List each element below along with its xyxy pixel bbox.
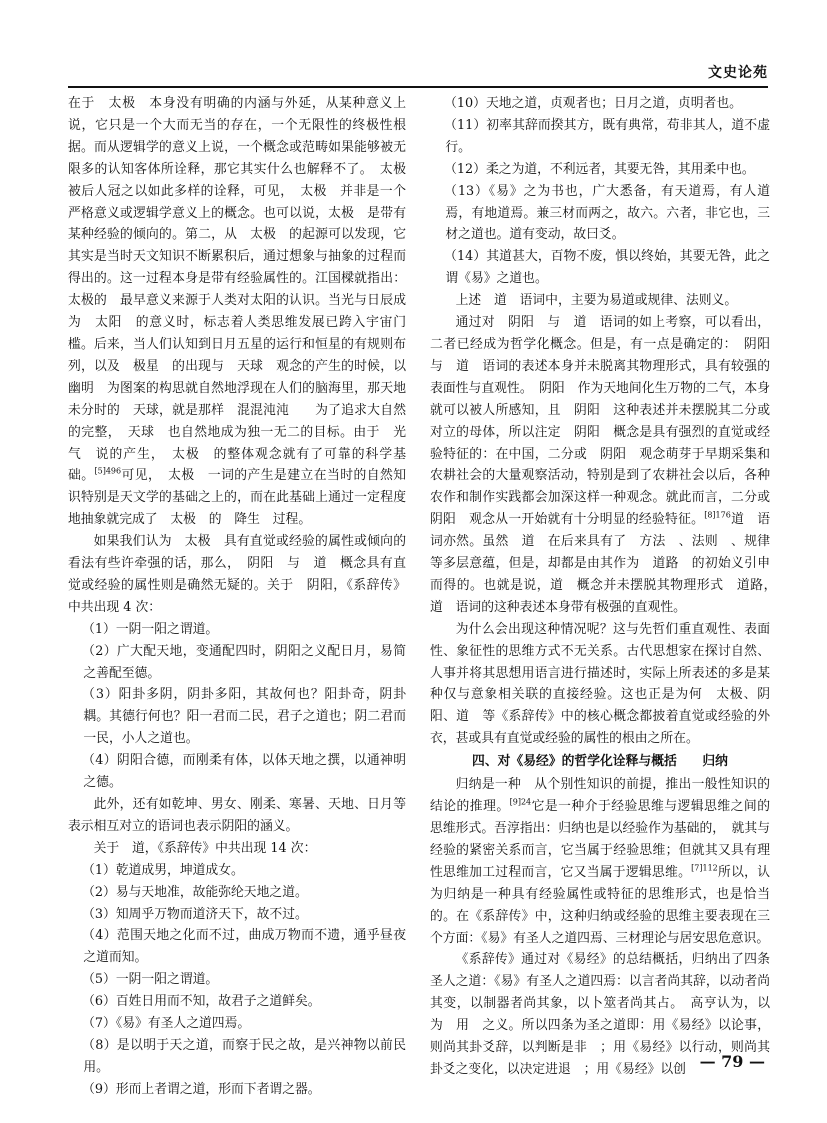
list-item [68,904,406,926]
text-run: （4）阴阳合德，而刚柔有体，以体天地之撰，以通神明之德。 [82,753,406,791]
text-run: （12）柔之为道，不利远者，其要无咎，其用柔中也。 [444,161,755,177]
text-run: （6）百姓日用而不知，故君子之道鲜矣。 [82,994,321,1010]
text-run: 所以，认为归纳是一种具有经验属性或特征的思维形式，也是恰当的。在《系辞传》中，这种归纳或经验的思维主要表现在三个方面：《易》有圣人之道四焉、三材理论与居安思危意识。 [430,864,771,946]
list-item [68,1079,406,1101]
list-item [430,159,770,181]
list-item [68,882,406,904]
text-run: （9）形而上者谓之道，形而下者谓之器。 [82,1081,321,1097]
citation-ref: [7]112 [691,863,718,873]
text-run: （10）天地之道，贞观者也；日月之道，贞明者也。 [444,96,742,111]
list-item [68,684,406,750]
text-run: 归纳是一种 从个别性知识的前提，推出一般性知识的结论的推理。 [430,777,770,815]
text-run: （3）知周乎万物而道济天下，故不过。 [82,906,308,922]
text-run: （14）其道甚大，百物不废，惧以终始，其要无咎，此之谓《易》之道也。 [444,249,770,287]
text-run: （3）阳卦多阴，阴卦多阳，其故何也？阳卦奇，阴卦耦。其德行何也？阳一君而二民，君子之道也；阴二君而一民，小人之道也。 [82,687,406,747]
paragraph [430,290,770,312]
journal-section-title: 文史论苑 [708,65,768,81]
paragraph [430,619,770,750]
text-run: （5）一阴一阳之谓道。 [82,972,219,988]
text-run: （11）初率其辞而揆其方，既有典常，苟非其人，道不虚行。 [444,117,770,155]
citation-ref: [5]496 [94,467,122,477]
list-item [68,641,406,685]
list-item [68,1035,406,1079]
text-run: 在于 太极 本身没有明确的内涵与外延，从某种意义上说，它只是一个大而无当的存在，一个无限性的终极性根据。而从逻辑学的意义上说，一个概念或范畴如果能够被无限多的认知客体所诠释，那它其实什么也解释不了。 太极 被后人冠之以如此多样的诠释，可见， 太极 并非是一个严格意义或逻辑学意义上的概念。也可以说，太极 是带有某种经验的倾向的。第二，从 太极 的起源可以发现，它其实是当时天文知识不断累积后，通过想象与抽象的过程而得出的。这一过程本身是带有经验属性的。江国樑就指出：太极的 最早意义来源于人类对太阳的认识。当光与日辰成为 太阳 的意义时，标志着人类思维发展已跨入宇宙门槛。后来，当人们认知到日月五星的运行和恒星的有规则布列，以及 极星 的出现与 天球 观念的产生的时候，以 幽明 为图案的构思就自然地浮现在人们的脑海里，那天地未分时的 天球，就是那样 混混沌沌 为了追求大自然的完整， 天球 也自然地成为独一无二的目标。由于 光 气 说的产生， 太极 的整体观念就有了可靠的科学基础。 [68,96,432,484]
section-heading [430,750,770,774]
text-run: 此外，还有如乾坤、男女、刚柔、寒暑、天地、日月等表示相互对立的语词也表示阴阳的涵义。 [68,797,406,834]
text-run: 道 语词亦然。虽然 道 在后来具有了 方法 、法则 、规律 等多层意蕴，但是，却都是由其作为 道路 的初始义引申而得的。也就是说，道 概念并未摆脱其物理形式 道路， 道 语词的这种表述本身带有极强的直观性。 [430,512,783,615]
paragraph [68,838,406,860]
text-run: 通过对 阴阳 与 道 语词的如上考察，可以看出，二者已经成为哲学化概念。但是，有一点是确定的： 阴阳 与 道 语词的表述本身并未脱离其物理形式，具有较强的表面性与直观性。 阴阳 作为天地间化生万物的二气，本身就可以被人所感知，且 阴阳 这种表述并未摆脱其二分或对立的母体，所以注定 阴阳 概念是具有强烈的直觉或经验特征的：在中国，二分或 阴阳 观念萌芽于早期采集和农耕社会的大量观察活动，特别是到了农耕社会以后，各种农作和制作实践都会加深这样一种观念。就此而言，二分或 阴阳 观念从一开始就有十分明显的经验特征。 [430,315,783,528]
text-run: （8）是以明于天之道，而察于民之故，是兴神物以前民用。 [82,1037,406,1075]
text-run: 为什么会出现这种情况呢？这与先哲们重直观性、表面性、象征性的思维方式不无关系。古代思想家在探讨自然、人事并将其思想用语言进行描述时，实际上所表述的多是某种仅与意象相关联的直接经验。这也正是为何 太极、阴阳、道 等《系辞传》中的核心概念都披着直觉或经验的外衣，甚或具有直觉或经验的属性的根由之所在。 [430,621,770,747]
text-run: 《系辞传》通过对《易经》的总结概括，归纳出了四条圣人之道：《易》有圣人之道四焉：以言者尚其辞，以动者尚其变，以制器者尚其象，以卜筮者尚其占。 高亨认为，以 为 用 之义。所以四条为圣之道即：用《易经》以论事，则尚其卦爻辞，以判断是非 ；用《易经》以行动，则尚其卦爻之变化，以决定进退 ；用《易经》以创 [430,952,783,1077]
text-run: （13）《易》之为书也，广大悉备，有天道焉，有人道焉，有地道焉。兼三材而两之，故六。六者，非它也，三材之道也。道有变动，故曰爻。 [444,183,770,243]
text-run: （2）易与天地准，故能弥纶天地之道。 [82,884,308,900]
list-item [68,750,406,794]
left-column [68,93,432,1101]
list-item [430,246,770,290]
list-item [430,181,770,247]
paragraph [68,531,406,619]
paragraph [430,312,783,619]
running-header [68,62,768,84]
text-run: 可见， 太极 一词的产生是建立在当时的自然知识特别是天文学的基础之上的，而在此基础上通过一定程度地抽象就完成了 太极 的 降生 过程。 [68,468,406,528]
right-column [430,93,783,1081]
text-run: （2）广大配天地，变通配四时，阴阳之义配日月，易简之善配至德。 [82,643,406,681]
list-item [68,619,406,641]
paragraph [430,774,770,949]
list-item [68,925,406,969]
paragraph [68,794,406,838]
citation-ref: [8]176 [704,510,731,520]
text-run: （1）一阴一阳之谓道。 [82,621,219,637]
text-run: （4）范围天地之化而不过，曲成万物而不遗，通乎昼夜之道而知。 [82,928,406,966]
list-item [68,1013,406,1035]
text-run: 关于 道，《系辞传》中共出现 14 次： [93,840,317,856]
text-run: 如果我们认为 太极 具有直觉或经验的属性或倾向的看法有些许牵强的话，那么， 阴阳 与 道 概念具有直觉或经验的属性则是确然无疑的。关于 阴阳，《系辞传》中共出现 4 次： [68,534,406,615]
page-number: — 79 — [699,1052,765,1071]
text-run: 它是一种介于经验思维与逻辑思维之间的思维形式。吾淳指出：归纳也是以经验作为基础的， 就其与经验的紧密关系而言，它当属于经验思维；但就其又具有理性思维加工过程而言，它又当属于逻辑思维。 [430,799,771,880]
list-item [68,969,406,991]
text-run: （7）《易》有圣人之道四焉。 [82,1016,251,1032]
list-item [68,860,406,882]
header-rule [68,86,768,88]
list-item [430,93,770,115]
citation-ref: [9]24 [509,797,532,807]
paragraph [68,93,432,531]
text-run: 上述 道 语词中，主要为易道或规律、法则义。 [455,293,738,309]
list-item [68,991,406,1013]
text-run: 四、对《易经》的哲学化诠释与概括 归纳 [472,754,728,770]
list-item [430,115,770,159]
text-run: （1）乾道成男，坤道成女。 [82,862,244,878]
